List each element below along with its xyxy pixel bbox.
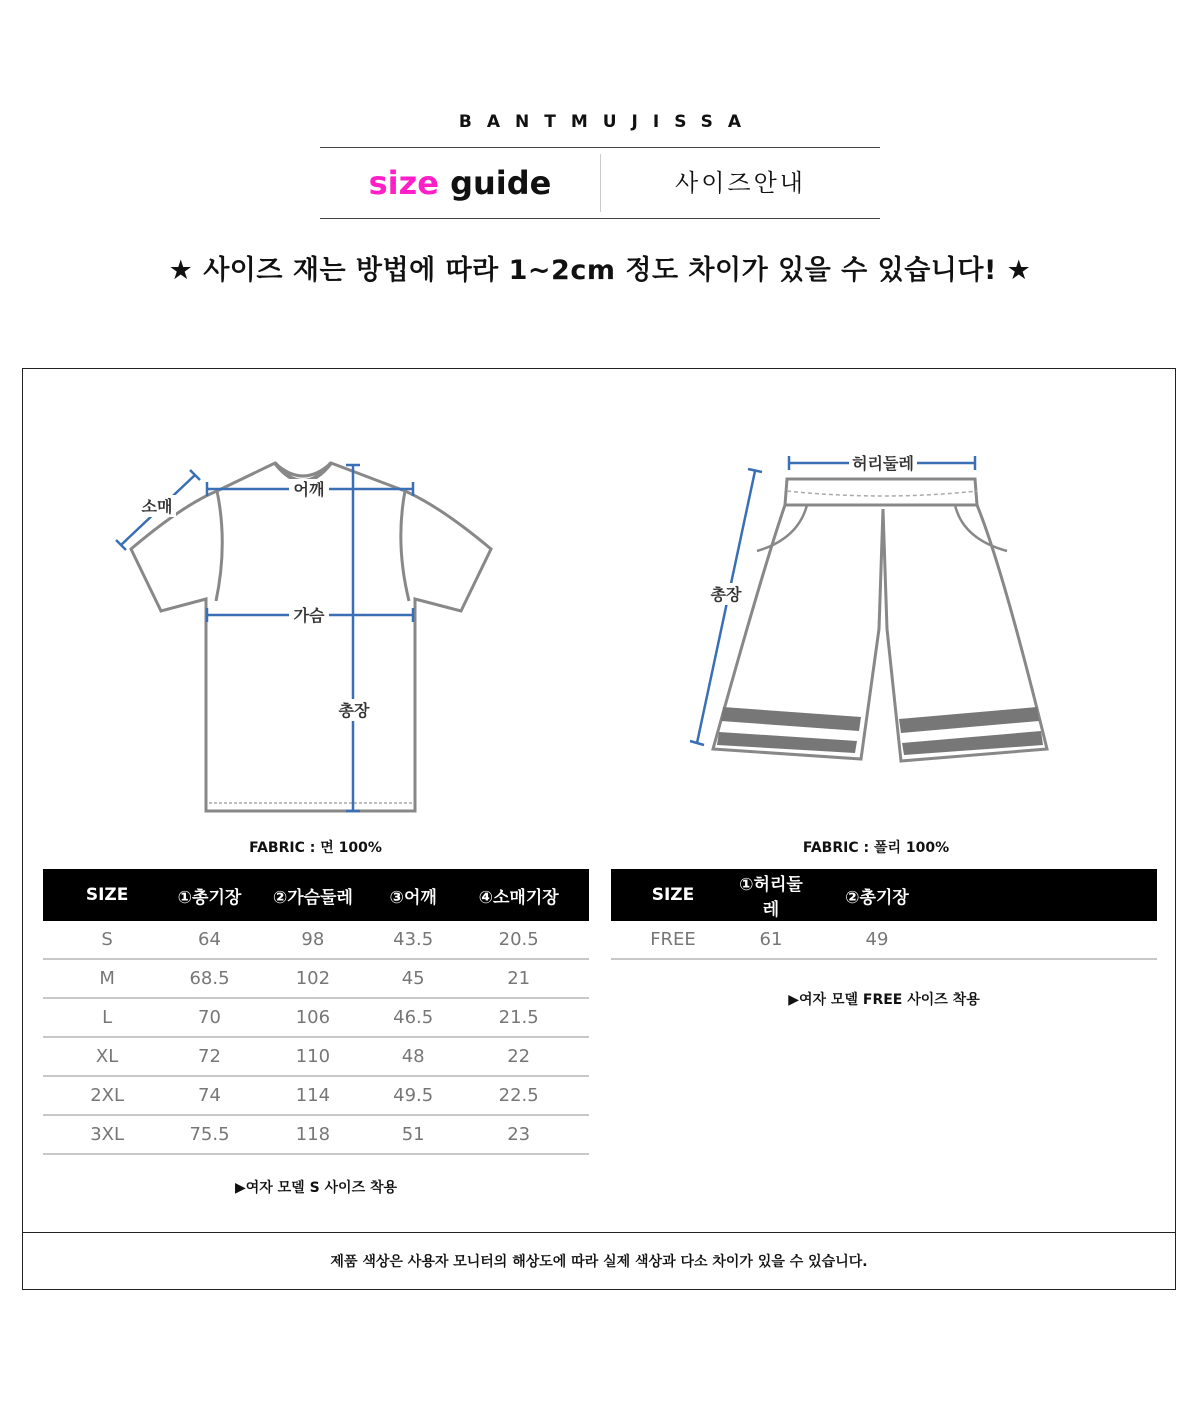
table-row [43,959,589,998]
table-cell: 70 [171,998,248,1037]
size-guide-title-dark: guide [450,164,552,202]
tshirt-header-cell: ④소매기장 [448,869,589,921]
table-cell: 3XL [43,1115,171,1154]
shorts-illustration [683,449,1083,769]
table-cell: 72 [171,1037,248,1076]
tshirt-size-table [43,869,589,1155]
sleeve-label: 소매 [141,497,173,516]
tshirt-model-note: ▶여자 모델 S 사이즈 착용 [234,1180,398,1196]
footer-divider [23,1232,1175,1233]
brand-logo: BANTMUJISSA [458,112,757,132]
korean-title: 사이즈안내 [675,169,806,197]
shorts-header-cell: SIZE [611,869,735,921]
table-cell: 98 [248,921,378,959]
table-cell: 75.5 [171,1115,248,1154]
table-row [43,1115,589,1154]
tshirt-header-cell: SIZE [43,869,171,921]
shorts-header-cell: ②총기장 [807,869,947,921]
table-cell: 68.5 [171,959,248,998]
table-cell: M [43,959,171,998]
shorts-model-note: ▶여자 모델 FREE 사이즈 착용 [788,992,980,1008]
table-cell: 61 [735,921,807,959]
size-guide-title [320,150,600,216]
tshirt-table-header [43,869,589,921]
divider-bottom [320,218,880,219]
table-cell: 49.5 [378,1076,448,1115]
table-cell: 110 [248,1037,378,1076]
tshirt-length-label: 총장 [338,701,370,720]
shorts-fabric: FABRIC : 폴리 100% [802,840,950,856]
chest-label: 가슴 [293,606,325,625]
tshirt-header-cell: ①총기장 [171,869,248,921]
table-cell: 102 [248,959,378,998]
tshirt-outline [131,463,491,811]
table-cell: 114 [248,1076,378,1115]
table-cell: 21 [448,959,589,998]
color-disclaimer: 제품 색상은 사용자 모니터의 해상도에 따라 실제 색상과 다소 차이가 있을 수 있습니다. [330,1254,868,1270]
shorts-size-table [611,869,1157,960]
table-cell: S [43,921,171,959]
shorts-table-body [611,921,1157,959]
table-cell: FREE [611,921,735,959]
table-row [611,921,1157,959]
table-cell: 43.5 [378,921,448,959]
shorts-length-label: 총장 [710,585,742,604]
tshirt-illustration [103,449,603,829]
shoulder-label: 어깨 [293,480,325,499]
table-cell: L [43,998,171,1037]
cell-spacer [947,921,1157,959]
divider-top [320,147,880,148]
table-cell: 23 [448,1115,589,1154]
tshirt-fabric: FABRIC : 면 100% [249,840,382,856]
table-cell: 74 [171,1076,248,1115]
table-cell: XL [43,1037,171,1076]
waist-label: 허리둘레 [852,454,914,473]
table-row [43,1076,589,1115]
table-cell: 20.5 [448,921,589,959]
tshirt-header-cell: ③어깨 [378,869,448,921]
table-cell: 22 [448,1037,589,1076]
table-cell: 48 [378,1037,448,1076]
table-cell: 46.5 [378,998,448,1037]
table-cell: 64 [171,921,248,959]
size-guide-title-pink: size [368,164,439,202]
table-cell: 2XL [43,1076,171,1115]
table-cell: 49 [807,921,947,959]
tshirt-header-cell: ②가슴둘레 [248,869,378,921]
size-chart-box [22,368,1176,1290]
measurement-notice: ★ 사이즈 재는 방법에 따라 1~2cm 정도 차이가 있을 수 있습니다! ★ [168,255,1032,286]
table-cell: 51 [378,1115,448,1154]
shorts-table-header [611,869,1157,921]
tshirt-table-body [43,921,589,1154]
table-cell: 22.5 [448,1076,589,1115]
header-spacer [947,869,1157,921]
shorts-waistband [785,479,977,505]
shorts-length-tick-a [748,469,762,472]
table-cell: 106 [248,998,378,1037]
shorts-header-cell: ①허리둘레 [735,869,807,921]
table-cell: 45 [378,959,448,998]
table-cell: 21.5 [448,998,589,1037]
table-row [43,1037,589,1076]
table-row [43,998,589,1037]
table-cell: 118 [248,1115,378,1154]
table-row [43,921,589,959]
